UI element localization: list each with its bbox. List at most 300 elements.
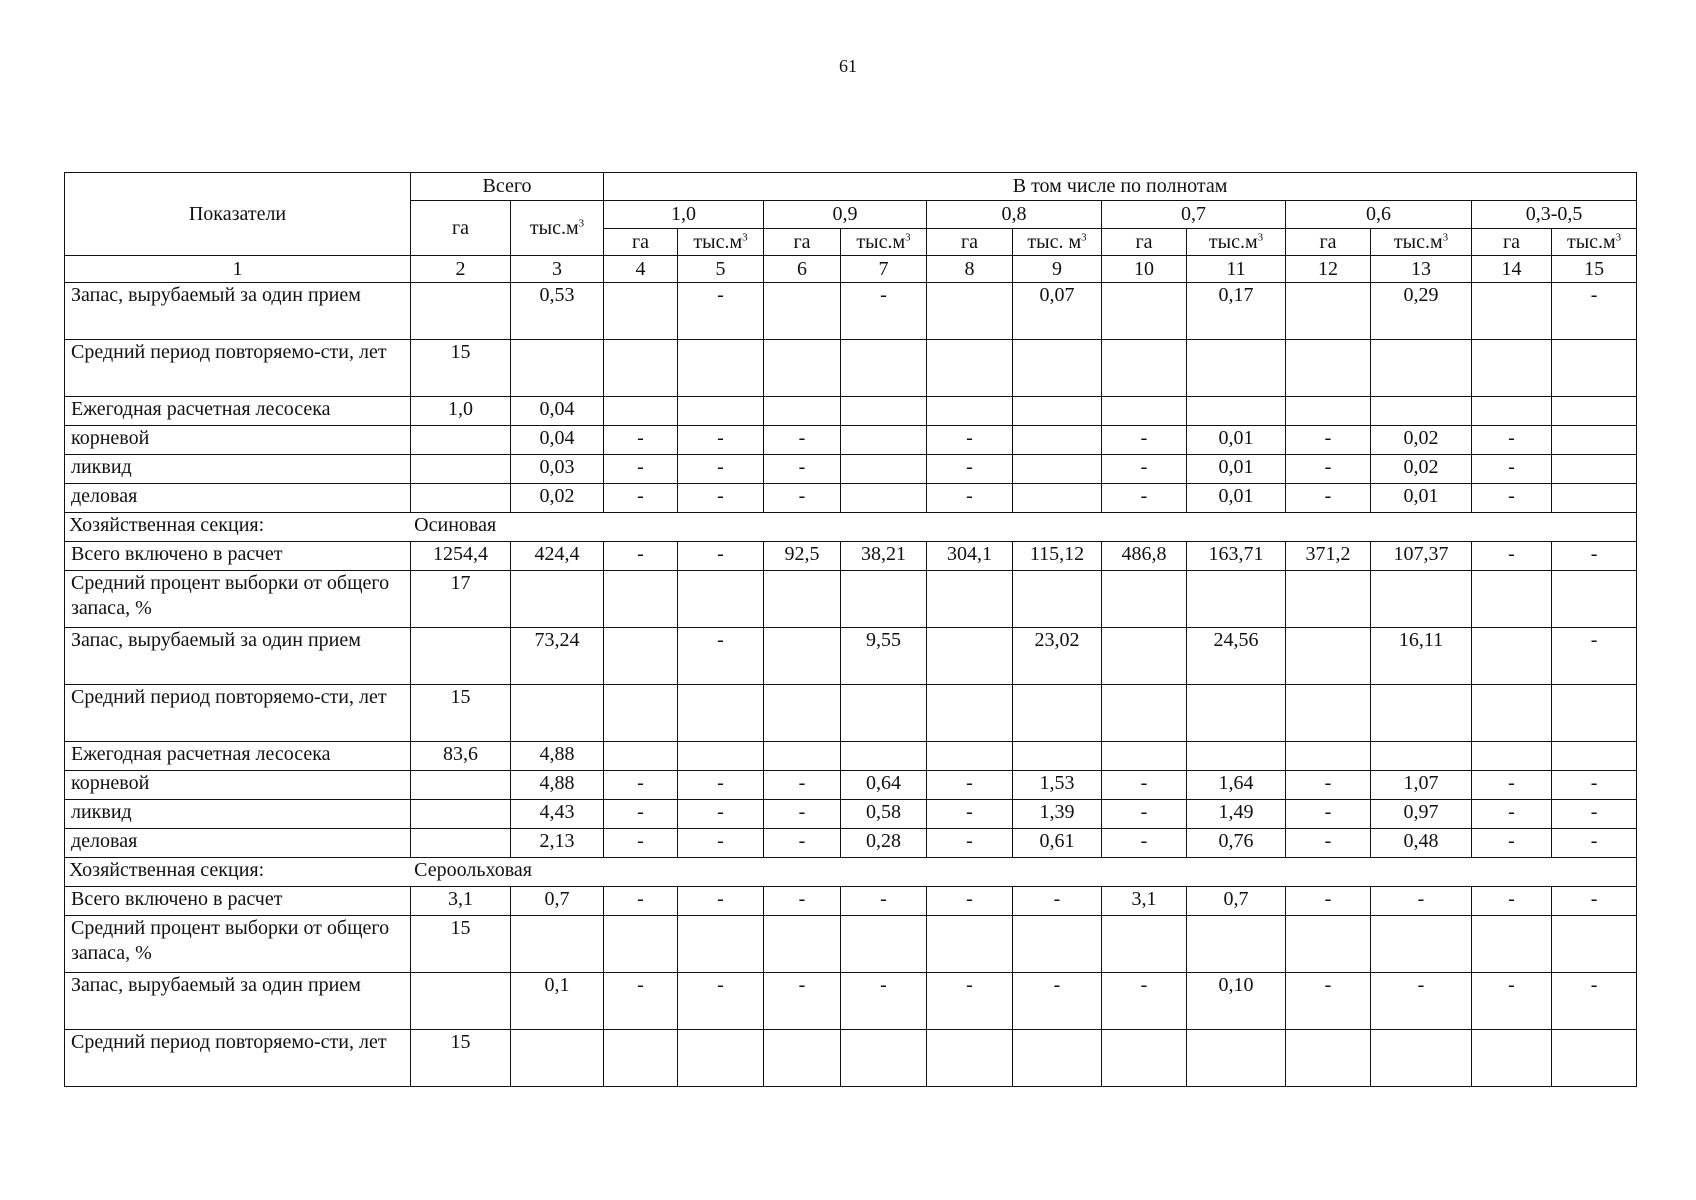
table-cell: - <box>1013 973 1102 1030</box>
row-label: Всего включено в расчет <box>65 887 411 916</box>
table-cell: - <box>678 484 764 513</box>
column-number: 2 <box>411 256 511 283</box>
table-cell: - <box>678 887 764 916</box>
table-cell <box>927 742 1013 771</box>
table-cell <box>411 800 511 829</box>
table-cell <box>1371 1030 1472 1087</box>
table-cell <box>678 340 764 397</box>
row-label: деловая <box>65 829 411 858</box>
table-cell: - <box>1552 771 1637 800</box>
table-cell <box>1102 397 1187 426</box>
table-cell: - <box>1102 455 1187 484</box>
column-number: 12 <box>1286 256 1371 283</box>
table-cell <box>841 1030 927 1087</box>
table-cell: - <box>678 283 764 340</box>
table-cell <box>764 397 841 426</box>
table-cell: - <box>764 800 841 829</box>
table-cell: 371,2 <box>1286 542 1371 571</box>
header-unit-ga: га <box>927 229 1013 256</box>
table-cell <box>1102 1030 1187 1087</box>
table-cell: 0,10 <box>1187 973 1286 1030</box>
table-cell: - <box>764 484 841 513</box>
table-cell: - <box>1286 800 1371 829</box>
table-row <box>65 571 1637 628</box>
table-cell: 0,04 <box>511 426 604 455</box>
table-cell: - <box>927 829 1013 858</box>
table-cell: - <box>1552 628 1637 685</box>
table-cell: - <box>841 283 927 340</box>
table-cell: 1,39 <box>1013 800 1102 829</box>
row-label: Средний период повторяемо-сти, лет <box>65 685 411 742</box>
table-cell: - <box>1472 484 1552 513</box>
table-cell <box>1187 340 1286 397</box>
table-cell: - <box>764 829 841 858</box>
table-cell: 3,1 <box>1102 887 1187 916</box>
table-cell: 0,76 <box>1187 829 1286 858</box>
table-cell <box>764 628 841 685</box>
table-cell: 15 <box>411 916 511 973</box>
table-cell: 304,1 <box>927 542 1013 571</box>
table-cell: 0,64 <box>841 771 927 800</box>
header-density: 0,9 <box>764 201 927 229</box>
header-unit-tm3: $тыс.м^3$ <box>1371 229 1472 256</box>
table-row <box>65 771 1637 800</box>
row-label: Запас, вырубаемый за один прием <box>65 628 411 685</box>
table-cell: - <box>604 426 678 455</box>
table-cell: - <box>1552 887 1637 916</box>
section-label: Хозяйственная секция: <box>69 514 265 536</box>
table-cell: 73,24 <box>511 628 604 685</box>
table-cell <box>1286 571 1371 628</box>
table-cell: 0,02 <box>1371 426 1472 455</box>
table-cell <box>1286 340 1371 397</box>
table-cell: - <box>604 800 678 829</box>
table-cell: - <box>927 973 1013 1030</box>
table-cell <box>411 771 511 800</box>
table-cell: 0,01 <box>1187 484 1286 513</box>
row-label: ликвид <box>65 455 411 484</box>
table-cell: - <box>1472 455 1552 484</box>
table-cell: 0,02 <box>1371 455 1472 484</box>
row-label: Ежегодная расчетная лесосека <box>65 742 411 771</box>
table-cell: - <box>1371 973 1472 1030</box>
table-cell: - <box>678 973 764 1030</box>
table-cell <box>411 973 511 1030</box>
table-cell <box>927 628 1013 685</box>
table-cell <box>1552 484 1637 513</box>
table-cell <box>1371 397 1472 426</box>
table-cell <box>841 685 927 742</box>
table-cell: - <box>1102 484 1187 513</box>
table-cell: - <box>1472 800 1552 829</box>
table-cell <box>1102 628 1187 685</box>
table-cell <box>1472 742 1552 771</box>
table-cell: 0,17 <box>1187 283 1286 340</box>
table-cell: - <box>1102 771 1187 800</box>
table-cell: - <box>604 455 678 484</box>
row-label: Ежегодная расчетная лесосека <box>65 397 411 426</box>
table-cell: - <box>927 455 1013 484</box>
section-title <box>65 513 1637 542</box>
table-cell: - <box>678 542 764 571</box>
table-cell <box>511 916 604 973</box>
table-cell: - <box>1472 542 1552 571</box>
table-cell <box>1371 916 1472 973</box>
table-row <box>65 1030 1637 1087</box>
header-by-density: В том числе по полнотам <box>604 173 1637 201</box>
table-cell: - <box>678 426 764 455</box>
table-cell: - <box>1013 887 1102 916</box>
table-cell <box>1552 455 1637 484</box>
header-unit-ga: га <box>604 229 678 256</box>
header-density: 0,6 <box>1286 201 1472 229</box>
table-cell: 0,53 <box>511 283 604 340</box>
table-cell <box>1013 426 1102 455</box>
table-cell: 0,28 <box>841 829 927 858</box>
header-unit-tm3: $тыс.м^3$ <box>678 229 764 256</box>
header-unit-tm3: тыс. $м^3$ <box>1013 229 1102 256</box>
table-cell: - <box>678 800 764 829</box>
column-number: 5 <box>678 256 764 283</box>
table-cell: - <box>1102 800 1187 829</box>
table-cell <box>411 426 511 455</box>
table-cell: - <box>764 887 841 916</box>
table-cell: - <box>764 771 841 800</box>
table-row <box>65 628 1637 685</box>
table-cell: - <box>1286 973 1371 1030</box>
table-cell: - <box>1472 829 1552 858</box>
header-total-ga: га <box>411 201 511 256</box>
table-cell <box>841 397 927 426</box>
table-cell: 115,12 <box>1013 542 1102 571</box>
table-cell: - <box>1286 426 1371 455</box>
table-row <box>65 742 1637 771</box>
table-cell: 15 <box>411 685 511 742</box>
table-cell <box>1472 340 1552 397</box>
table-cell: - <box>1286 771 1371 800</box>
table-cell <box>678 1030 764 1087</box>
table-cell: - <box>1371 887 1472 916</box>
table-cell <box>411 484 511 513</box>
table-cell: 1254,4 <box>411 542 511 571</box>
row-label: Средний процент выборки от общего запаса, % <box>65 571 411 628</box>
table-cell <box>764 1030 841 1087</box>
table-cell: 0,58 <box>841 800 927 829</box>
table-cell: - <box>1552 973 1637 1030</box>
page-number: 61 <box>839 56 857 76</box>
table-cell <box>1472 397 1552 426</box>
table-cell <box>841 916 927 973</box>
table-cell <box>1286 1030 1371 1087</box>
table-cell: - <box>1472 973 1552 1030</box>
table-cell <box>511 340 604 397</box>
column-number: 7 <box>841 256 927 283</box>
table-cell: - <box>841 887 927 916</box>
table-cell <box>1552 685 1637 742</box>
table-row <box>65 340 1637 397</box>
table-cell <box>678 742 764 771</box>
table-cell <box>841 571 927 628</box>
table-cell <box>411 829 511 858</box>
header-indicators: Показатели <box>65 173 411 256</box>
table-cell: 107,37 <box>1371 542 1472 571</box>
table-cell <box>1013 916 1102 973</box>
column-number: 8 <box>927 256 1013 283</box>
table-cell <box>1187 685 1286 742</box>
table-cell <box>1013 340 1102 397</box>
table-cell: 0,61 <box>1013 829 1102 858</box>
table-cell <box>1286 397 1371 426</box>
table-cell: 0,02 <box>511 484 604 513</box>
header-unit-ga: га <box>1102 229 1187 256</box>
table-cell: - <box>1102 973 1187 1030</box>
table-cell: - <box>604 829 678 858</box>
table-cell <box>764 916 841 973</box>
table-cell <box>604 1030 678 1087</box>
table-row <box>65 484 1637 513</box>
table-row <box>65 283 1637 340</box>
table-cell: - <box>1286 455 1371 484</box>
table-cell: - <box>1102 829 1187 858</box>
column-number: 6 <box>764 256 841 283</box>
table-cell <box>1102 685 1187 742</box>
table-cell <box>1286 916 1371 973</box>
table-cell <box>678 685 764 742</box>
table-cell: - <box>1552 800 1637 829</box>
table-cell <box>1371 742 1472 771</box>
row-label: Средний период повторяемо-сти, лет <box>65 340 411 397</box>
table-row <box>65 916 1637 973</box>
table-cell <box>1286 628 1371 685</box>
table-cell: 0,04 <box>511 397 604 426</box>
table-cell: 0,7 <box>511 887 604 916</box>
table-cell <box>604 916 678 973</box>
table-cell <box>764 340 841 397</box>
table-cell: - <box>678 628 764 685</box>
table-cell <box>1371 685 1472 742</box>
table-cell: - <box>927 484 1013 513</box>
row-label: Запас, вырубаемый за один прием <box>65 283 411 340</box>
table-cell: 1,49 <box>1187 800 1286 829</box>
table-cell <box>1552 397 1637 426</box>
table-cell: 0,01 <box>1371 484 1472 513</box>
table-cell: 9,55 <box>841 628 927 685</box>
table-cell <box>1472 685 1552 742</box>
column-number: 13 <box>1371 256 1472 283</box>
table-cell <box>841 455 927 484</box>
column-numbers-row <box>65 256 1637 283</box>
table-cell: - <box>841 973 927 1030</box>
table-cell: - <box>1552 283 1637 340</box>
table-cell <box>764 283 841 340</box>
table-cell <box>1552 571 1637 628</box>
table-cell: - <box>678 455 764 484</box>
table-cell <box>1013 742 1102 771</box>
table-cell: - <box>764 426 841 455</box>
table-cell <box>1286 685 1371 742</box>
table-cell: 15 <box>411 1030 511 1087</box>
table-cell <box>764 685 841 742</box>
row-label: Средний процент выборки от общего запаса, % <box>65 916 411 973</box>
table-cell <box>1472 283 1552 340</box>
table-cell: - <box>1552 542 1637 571</box>
table-cell <box>927 685 1013 742</box>
table-cell: - <box>1472 887 1552 916</box>
table-cell <box>841 340 927 397</box>
table-cell: 163,71 <box>1187 542 1286 571</box>
table-cell <box>1286 283 1371 340</box>
row-label: ликвид <box>65 800 411 829</box>
table-cell <box>1552 340 1637 397</box>
table-cell <box>604 397 678 426</box>
table-cell <box>927 916 1013 973</box>
row-label: корневой <box>65 426 411 455</box>
table-cell: - <box>1552 829 1637 858</box>
section-name: Сероольховая <box>414 859 532 881</box>
row-label: Всего включено в расчет <box>65 542 411 571</box>
table-cell: 38,21 <box>841 542 927 571</box>
column-number: 3 <box>511 256 604 283</box>
column-number: 15 <box>1552 256 1637 283</box>
table-cell <box>1187 1030 1286 1087</box>
table-cell: - <box>604 771 678 800</box>
table-cell: - <box>678 829 764 858</box>
table-cell <box>1013 1030 1102 1087</box>
table-cell: 0,48 <box>1371 829 1472 858</box>
table-cell: 92,5 <box>764 542 841 571</box>
table-cell <box>1013 397 1102 426</box>
table-cell: 1,07 <box>1371 771 1472 800</box>
column-number: 10 <box>1102 256 1187 283</box>
section-title <box>65 858 1637 887</box>
table-cell <box>927 340 1013 397</box>
table-cell: - <box>678 771 764 800</box>
table-cell: 0,03 <box>511 455 604 484</box>
table-cell <box>1013 484 1102 513</box>
header-unit-ga: га <box>1472 229 1552 256</box>
table-row <box>65 542 1637 571</box>
table-cell <box>1187 571 1286 628</box>
table-cell <box>1286 742 1371 771</box>
table-cell: - <box>1286 484 1371 513</box>
table-cell <box>841 742 927 771</box>
table-cell <box>511 571 604 628</box>
section-name: Осиновая <box>414 514 497 536</box>
table-cell: - <box>927 887 1013 916</box>
table-cell: 1,0 <box>411 397 511 426</box>
table-cell: 1,64 <box>1187 771 1286 800</box>
header-density: 0,7 <box>1102 201 1286 229</box>
table-cell: 0,29 <box>1371 283 1472 340</box>
table-cell <box>1552 426 1637 455</box>
column-number: 11 <box>1187 256 1286 283</box>
header-unit-tm3: $тыс.м^3$ <box>1552 229 1637 256</box>
table-cell <box>1371 571 1472 628</box>
table-cell: 424,4 <box>511 542 604 571</box>
header-density: 0,3-0,5 <box>1472 201 1637 229</box>
table-cell: 4,43 <box>511 800 604 829</box>
table-cell: 1,53 <box>1013 771 1102 800</box>
forest-stats-table <box>64 172 1637 1087</box>
table-cell <box>511 685 604 742</box>
table-row <box>65 397 1637 426</box>
header-total-tm3: $тыс.м^3$ <box>511 201 604 256</box>
table-cell <box>678 397 764 426</box>
table-cell <box>764 742 841 771</box>
table-cell <box>927 397 1013 426</box>
table-cell <box>927 1030 1013 1087</box>
table-cell <box>1472 1030 1552 1087</box>
table-cell <box>511 1030 604 1087</box>
table-row <box>65 800 1637 829</box>
header-unit-tm3: $тыс.м^3$ <box>1187 229 1286 256</box>
table-cell: 0,97 <box>1371 800 1472 829</box>
table-cell: - <box>604 484 678 513</box>
table-cell <box>411 283 511 340</box>
column-number: 14 <box>1472 256 1552 283</box>
table-cell: 17 <box>411 571 511 628</box>
table-cell: 16,11 <box>1371 628 1472 685</box>
table-cell <box>1013 571 1102 628</box>
section-row <box>65 858 1637 887</box>
table-cell: 4,88 <box>511 771 604 800</box>
table-cell: - <box>927 426 1013 455</box>
table-cell <box>678 916 764 973</box>
header-density: 1,0 <box>604 201 764 229</box>
table-cell <box>1102 340 1187 397</box>
table-cell <box>927 283 1013 340</box>
table-cell <box>604 742 678 771</box>
table-cell: 0,07 <box>1013 283 1102 340</box>
table-cell <box>927 571 1013 628</box>
table-cell: 83,6 <box>411 742 511 771</box>
header-total: Всего <box>411 173 604 201</box>
column-number: 1 <box>65 256 411 283</box>
table-cell: 4,88 <box>511 742 604 771</box>
table-cell <box>1102 916 1187 973</box>
table-row <box>65 887 1637 916</box>
table-cell <box>411 455 511 484</box>
table-cell <box>1187 742 1286 771</box>
table-cell <box>1187 916 1286 973</box>
table-row <box>65 455 1637 484</box>
table-cell: 0,1 <box>511 973 604 1030</box>
row-label: Запас, вырубаемый за один прием <box>65 973 411 1030</box>
table-cell <box>841 426 927 455</box>
table-cell: 15 <box>411 340 511 397</box>
row-label: Средний период повторяемо-сти, лет <box>65 1030 411 1087</box>
table-cell: 0,01 <box>1187 455 1286 484</box>
header-unit-ga: га <box>764 229 841 256</box>
table-cell <box>604 628 678 685</box>
table-cell: - <box>927 771 1013 800</box>
table-cell <box>1472 628 1552 685</box>
table-cell: - <box>764 973 841 1030</box>
table-cell: - <box>1472 426 1552 455</box>
column-number: 4 <box>604 256 678 283</box>
table-cell: 0,01 <box>1187 426 1286 455</box>
header-density: 0,8 <box>927 201 1102 229</box>
row-label: деловая <box>65 484 411 513</box>
table-cell <box>1102 283 1187 340</box>
table-cell <box>604 340 678 397</box>
table-cell <box>604 283 678 340</box>
table-cell <box>1552 1030 1637 1087</box>
section-label: Хозяйственная секция: <box>69 859 265 881</box>
table-cell <box>678 571 764 628</box>
table-cell <box>1552 916 1637 973</box>
table-cell: 3,1 <box>411 887 511 916</box>
